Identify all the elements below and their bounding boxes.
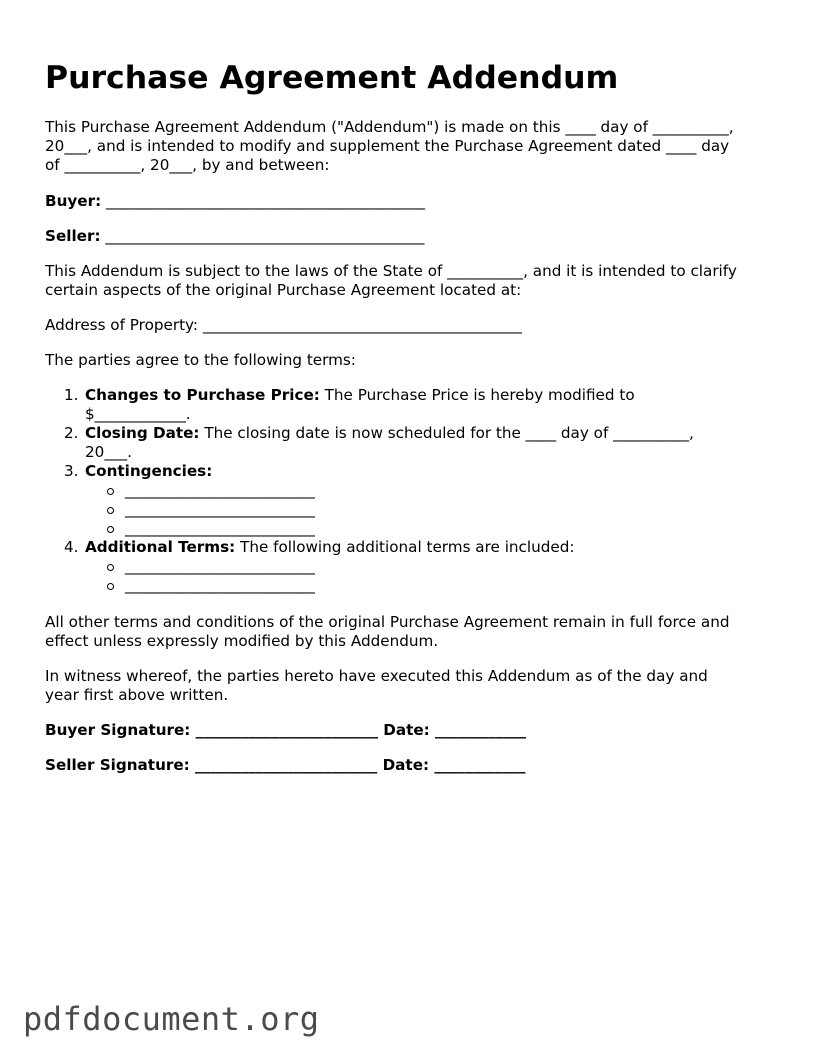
contingency-blank-list [85, 481, 780, 538]
blank-line: _________________________ [125, 576, 315, 594]
additional-terms-blank-list [85, 557, 780, 595]
remain-paragraph [45, 613, 780, 651]
blank-line: _________________________ [125, 557, 315, 575]
term-label: Changes to Purchase Price: [85, 386, 320, 404]
buyer-signature-date: Date: ____________ [383, 721, 527, 739]
seller-signature-date: Date: ____________ [382, 756, 526, 774]
terms-list [45, 386, 780, 595]
list-item [85, 500, 780, 519]
term-text: The closing date is now scheduled for the ____ day of __________, [199, 424, 694, 442]
law-paragraph [45, 262, 780, 300]
term-number: 1. [64, 386, 79, 404]
list-item [85, 481, 780, 500]
bullet-circle-icon [107, 583, 114, 590]
blank-line: _________________________ [125, 481, 315, 499]
blank-line: _________________________ [125, 500, 315, 518]
term-number: 3. [64, 462, 79, 480]
intro-line-1: This Purchase Agreement Addendum ("Addendum") is made on this ____ day of __________, [45, 118, 734, 136]
remain-line-1: All other terms and conditions of the original Purchase Agreement remain in full force and [45, 613, 730, 631]
bullet-circle-icon [107, 564, 114, 571]
term-item-contingencies [45, 462, 780, 538]
intro-line-3: of __________, 20___, by and between: [45, 156, 330, 174]
seller-signature-label: Seller Signature: ________________________ [45, 756, 378, 774]
buyer-label: Buyer: [45, 192, 102, 210]
term-label: Closing Date: [85, 424, 200, 442]
witness-line-2: year first above written. [45, 686, 229, 704]
term-text: The following additional terms are included: [235, 538, 575, 556]
seller-label: Seller: [45, 227, 101, 245]
list-item [85, 557, 780, 576]
remain-line-2: effect unless expressly modified by this Addendum. [45, 632, 439, 650]
buyer-blank: __________________________________________ [105, 192, 425, 210]
bullet-circle-icon [107, 507, 114, 514]
term-number: 4. [64, 538, 79, 556]
blank-line: _________________________ [125, 519, 315, 537]
law-line-2: certain aspects of the original Purchase Agreement located at: [45, 281, 522, 299]
list-item [85, 576, 780, 595]
witness-line-1: In witness whereof, the parties hereto have executed this Addendum as of the day and [45, 667, 708, 685]
watermark-text: pdfdocument.org [23, 1000, 320, 1038]
term-text-continued: 20___. [85, 443, 132, 461]
buyer-signature-label: Buyer Signature: ________________________ [45, 721, 378, 739]
term-label: Additional Terms: [85, 538, 236, 556]
document-title: Purchase Agreement Addendum [45, 60, 619, 96]
witness-paragraph [45, 667, 780, 705]
term-label: Contingencies: [85, 462, 213, 480]
term-item-additional-terms [45, 538, 780, 595]
seller-blank: __________________________________________ [105, 227, 425, 245]
seller-line [45, 227, 780, 246]
agree-text: The parties agree to the following terms: [45, 351, 356, 369]
intro-line-2: 20___, and is intended to modify and supplement the Purchase Agreement dated ____ day [45, 137, 730, 155]
term-item-price [45, 386, 780, 424]
property-address-line: Address of Property: __________________________________________ [45, 316, 522, 334]
term-text-continued: $____________. [85, 405, 191, 423]
intro-paragraph [45, 118, 780, 175]
law-line-1: This Addendum is subject to the laws of the State of __________, and it is intended to clarify [45, 262, 737, 280]
list-item [85, 519, 780, 538]
buyer-signature-line [45, 721, 780, 740]
seller-signature-line [45, 756, 780, 775]
bullet-circle-icon [107, 526, 114, 533]
term-item-closing-date [45, 424, 780, 462]
bullet-circle-icon [107, 488, 114, 495]
buyer-line [45, 192, 780, 211]
term-number: 2. [64, 424, 79, 442]
term-text: The Purchase Price is hereby modified to [319, 386, 635, 404]
